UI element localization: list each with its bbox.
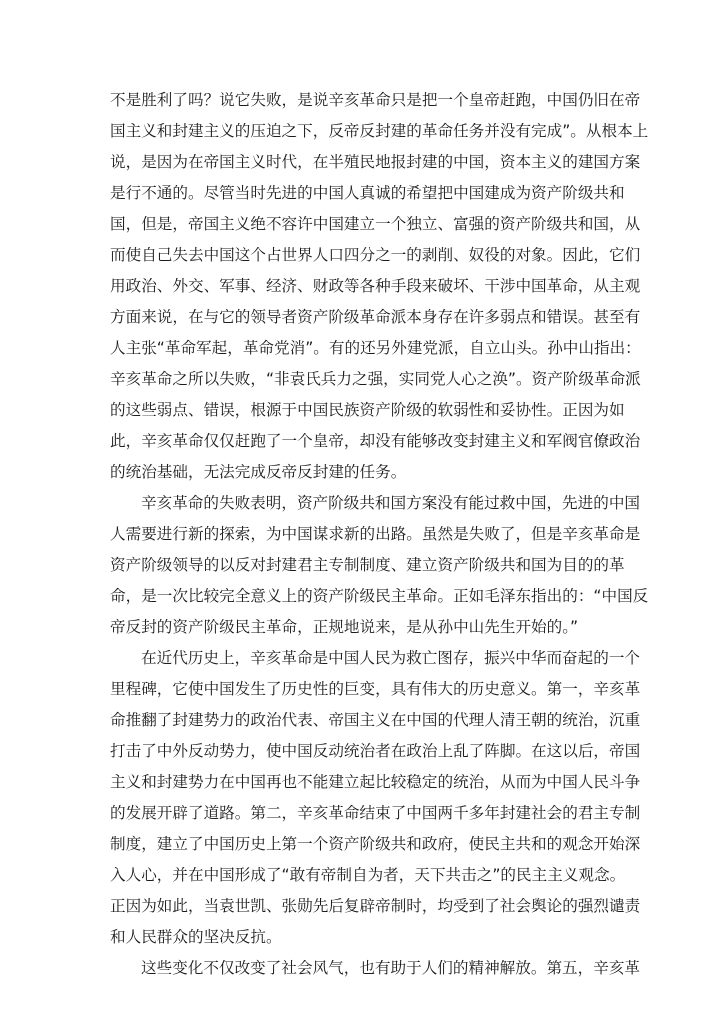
text-line: 的发展开辟了道路。第二，辛亥革命结束了中国两千多年封建社会的君主专制 xyxy=(110,804,641,822)
text-line: 打击了中外反动势力，使中国反动统治者在政治上乱了阵脚。在这以后，帝国 xyxy=(110,742,641,760)
text-line: 帝反封的资产阶级民主革命，正规地说来，是从孙中山先生开始的。” xyxy=(110,618,579,636)
text-line: 的这些弱点、错误，根源于中国民族资产阶级的软弱性和妥协性。正因为如 xyxy=(110,401,625,419)
text-line: 和人民群众的坚决反抗。 xyxy=(110,928,282,946)
text-line: 入人心，并在中国形成了“敢有帝制自为者，天下共击之”的民主主义观念。 xyxy=(110,866,626,884)
text-line: 国，但是，帝国主义绝不容许中国建立一个独立、富强的资产阶级共和国，从 xyxy=(110,215,641,233)
text-line: 人主张“革命军起，革命党消”。有的还另外建党派，自立山头。孙中山指出： xyxy=(110,339,641,357)
text-line: 而使自己失去中国这个占世界人口四分之一的剥削、奴役的对象。因此，它们 xyxy=(110,246,641,264)
text-line: 的统治基础，无法完成反帝反封建的任务。 xyxy=(110,463,407,481)
text-line: 命推翻了封建势力的政治代表、帝国主义在中国的代理人清王朝的统治，沉重 xyxy=(110,711,641,729)
text-line: 辛亥革命之所以失败，“非袁氏兵力之强，实同党人心之涣”。资产阶级革命派 xyxy=(110,370,641,388)
text-line: 正因为如此，当袁世凯、张勋先后复辟帝制时，均受到了社会舆论的强烈谴责 xyxy=(110,897,641,915)
text-line: 国主义和封建主义的压迫之下，反帝反封建的革命任务并没有完成”。从根本上 xyxy=(110,122,649,140)
text-line: 不是胜利了吗？说它失败，是说辛亥革命只是把一个皇帝赶跑，中国仍旧在帝 xyxy=(110,91,641,109)
text-line: 在近代历史上，辛亥革命是中国人民为救亡图存，振兴中华而奋起的一个 xyxy=(141,649,641,667)
text-line: 用政治、外交、军事、经济、财政等各种手段来破坏、干涉中国革命，从主观 xyxy=(110,277,641,295)
text-line: 说，是因为在帝国主义时代，在半殖民地报封建的中国，资本主义的建国方案 xyxy=(110,153,641,171)
text-line: 此，辛亥革命仅仅赶跑了一个皇帝，却没有能够改变封建主义和军阀官僚政治 xyxy=(110,432,641,450)
text-line: 这些变化不仅改变了社会风气，也有助于人们的精神解放。第五，辛亥革 xyxy=(141,959,641,977)
text-line: 是行不通的。尽管当时先进的中国人真诚的希望把中国建成为资产阶级共和 xyxy=(110,184,625,202)
text-line: 辛亥革命的失败表明，资产阶级共和国方案没有能过救中国，先进的中国 xyxy=(141,494,641,512)
text-line: 人需要进行新的探索，为中国谋求新的出路。虽然是失败了，但是辛亥革命是 xyxy=(110,525,641,543)
text-line: 制度，建立了中国历史上第一个资产阶级共和政府，使民主共和的观念开始深 xyxy=(110,835,641,853)
text-line: 方面来说，在与它的领导者资产阶级革命派本身存在许多弱点和错误。甚至有 xyxy=(110,308,641,326)
text-line: 命，是一次比较完全意义上的资产阶级民主革命。正如毛泽东指出的：“中国反 xyxy=(110,587,649,605)
text-line: 主义和封建势力在中国再也不能建立起比较稳定的统治，从而为中国人民斗争 xyxy=(110,773,641,791)
text-line: 资产阶级领导的以反对封建君主专制制度、建立资产阶级共和国为目的的革 xyxy=(110,556,625,574)
text-line: 里程碑，它使中国发生了历史性的巨变，具有伟大的历史意义。第一，辛亥革 xyxy=(110,680,641,698)
